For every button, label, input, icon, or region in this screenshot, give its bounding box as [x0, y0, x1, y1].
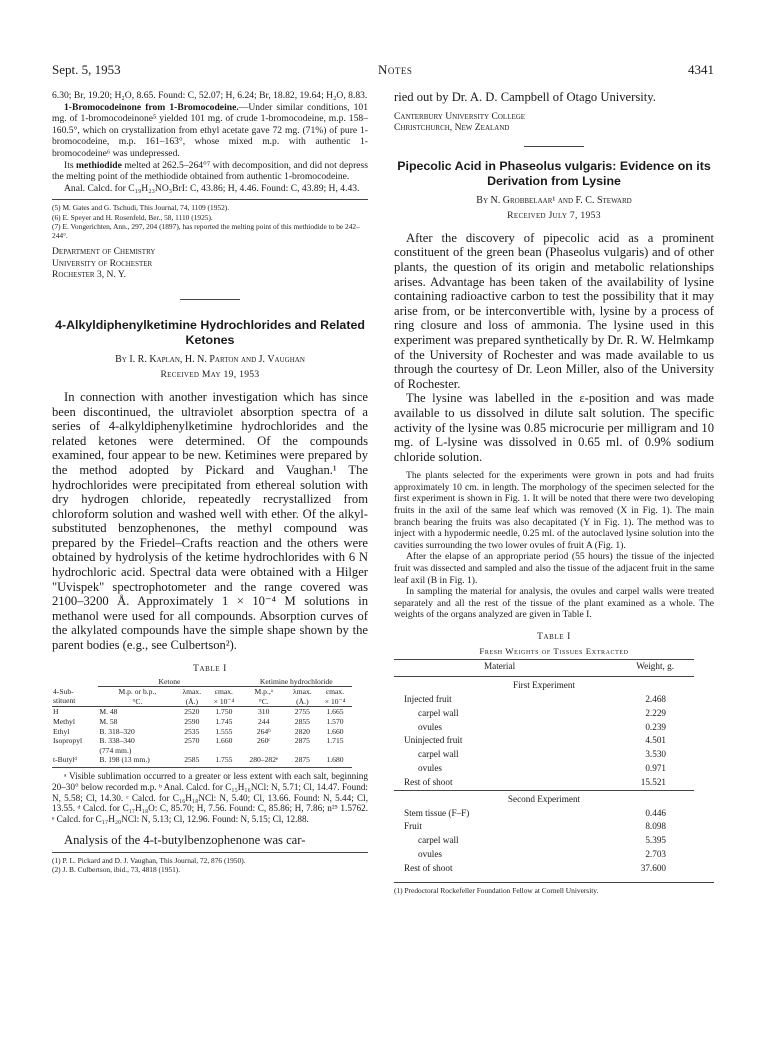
- table-cell: 244: [257, 717, 270, 726]
- weights-row: [394, 693, 694, 707]
- table-cell: t-Butylᵈ: [53, 755, 77, 765]
- article-title: 4-Alkyldiphenylketimine Hydrochlorides and Related Ketones: [55, 317, 365, 347]
- weights-row: [394, 776, 694, 790]
- methiodide-text-b: melted at 262.5–264°⁷ with decomposition, and did not depress the melting point of the methiodide obtained from authentic 1-bromocodeine.: [52, 159, 368, 183]
- affiliation-line: Canterbury University College: [394, 110, 526, 122]
- table-cell: 2520: [184, 707, 200, 717]
- table-caption: Table I: [193, 662, 227, 674]
- affiliation-block-2: [394, 111, 714, 134]
- table-cell: 260ᶜ: [257, 736, 271, 746]
- table-cell: 2855: [294, 717, 310, 726]
- col-mp-bp: M.p. or b.p., °C.: [118, 687, 157, 706]
- table-row: [52, 717, 352, 727]
- col-material: Material: [484, 661, 516, 671]
- material-name: Rest of shoot: [404, 776, 453, 787]
- received-date-2: Received July 7, 1953: [507, 209, 601, 221]
- table-cell: 1.660: [215, 736, 233, 746]
- col-lambda-max-2: λmax. (Å.): [293, 687, 312, 706]
- weight-value: 2.703: [645, 848, 666, 859]
- table-cell: B. 318–320: [99, 726, 135, 736]
- weights-row: [394, 721, 694, 735]
- article-body-2a: After the discovery of pipecolic acid as a prominent constituent of the green bean (Phaseolus vulgaris) and of other plants, the question of its origin and metabolic relationships arises. Advantage has been taken of the availability of lysine containing radioactive carbon to test the possibility that it may arise from, or be interconvertible with, lysine by a process of ring closure and loss of ammonia. The lysine used in this experiment was prepared synthetically by Dr. R. W. Helmkamp of the University of Rochester and was made available to us through the courtesy of Dr. Leon Miller, also of the University of Rochester.: [394, 230, 714, 391]
- weights-table: [394, 659, 694, 876]
- affiliation-block: [52, 246, 368, 281]
- analysis-continued: ried out by Dr. A. D. Campbell of Otago University.: [394, 90, 656, 104]
- footnote: (5) M. Gates and G. Tschudi, This Journal, 74, 1109 (1952).: [52, 203, 230, 213]
- footnote: (7) E. Vongerichten, Ann., 297, 204 (1897), has reported the melting point of this methiodide to be 242–244°.: [52, 221, 360, 240]
- table-cell: M. 48: [99, 707, 118, 717]
- first-experiment-rows: [394, 693, 694, 790]
- material-name: carpel wall: [418, 749, 459, 760]
- weights-row: [394, 762, 694, 776]
- table-cell: B. 198 (13 mm.): [99, 755, 150, 765]
- material-name: ovules: [418, 721, 442, 732]
- methods-paragraph-3: In sampling the material for analysis, the ovules and carpel walls were treated separately and all the rest of the tissue of the plant examined as a whole. The weights of the organs analyzed are given in Table I.: [394, 586, 714, 621]
- methods-paragraph-1: The plants selected for the experiments were grown in pots and had fruits approximately 10 cm. in length. The morphology of the specimen selected for the first experiment is shown in Fig. 1. It will be noted that there were two developing fruits in the axil of the same leaf which was removed (X in Fig. 1). The main branch bearing the fruits was also decapitated (Y in Fig. 1). The method was to inject with a hypodermic needle, 0.25 ml. of the autoclaved lysine solution into the cavities surrounding the two lower ovules of fruit A (Fig. 1).: [394, 470, 714, 551]
- weight-value: 0.971: [645, 762, 666, 773]
- methiodide-paragraph: [52, 160, 368, 183]
- table-cell: 2590: [184, 717, 200, 726]
- table-cell: 2755: [294, 707, 310, 717]
- material-name: ovules: [418, 762, 442, 773]
- affiliation-line: Rochester 3, N. Y.: [52, 269, 127, 281]
- table-cell: 310: [257, 707, 270, 717]
- weight-value: 0.446: [645, 807, 666, 818]
- weight-value: 2.468: [645, 694, 666, 704]
- left-column: [52, 90, 368, 874]
- table-cell: 2820: [294, 726, 310, 736]
- article-authors-2: By N. Grobbelaar¹ and F. C. Steward: [476, 194, 632, 206]
- weights-table-header: [394, 660, 694, 677]
- weights-row: [394, 707, 694, 721]
- table-cell: 1.570: [326, 717, 344, 726]
- ketone-group-header: Ketone: [98, 677, 240, 687]
- table-cell: 1.715: [326, 736, 344, 746]
- material-name: carpel wall: [418, 835, 459, 846]
- table-row: [52, 755, 352, 765]
- footnote: (2) J. B. Culbertson, ibid., 73, 4818 (1951).: [52, 864, 181, 874]
- affiliation-line: Department of Chemistry: [52, 246, 156, 258]
- table-cell: 2535: [184, 726, 200, 736]
- table-row: [52, 736, 352, 755]
- footnote: (1) P. L. Pickard and D. J. Vaughan, This Journal, 72, 876 (1950).: [52, 855, 246, 865]
- header-page-number: 4341: [688, 62, 714, 77]
- bromocodeine-paragraph: [52, 102, 368, 160]
- weights-row: [394, 734, 694, 748]
- article-authors: By I. R. Kaplan, H. N. Parton and J. Vaughan: [115, 353, 305, 365]
- material-name: Rest of shoot: [404, 862, 453, 873]
- header-date: Sept. 5, 1953: [52, 62, 121, 77]
- col-lambda-max: λmax. (Å.): [182, 687, 202, 706]
- article-body-2b: The lysine was labelled in the ε-position and was made available to us dissolved in dilute salt solution. The specific activity of the lysine was 0.85 microcurie per milligram and 10 mg. of L-lysine was dissolved in 0.65 ml. of 0.9% sodium chloride solution.: [394, 391, 714, 464]
- weights-row: [394, 807, 694, 821]
- table-cell: Ethyl: [53, 726, 70, 736]
- second-experiment-rows: [394, 807, 694, 876]
- weight-value: 5.395: [645, 835, 666, 846]
- bromocodeine-text: —Under similar conditions, 101 mg. of 1-bromocodeinone⁵ yielded 101 mg. of crude 1-bromocodeine, m.p. 158–160.5°, which on crystallization from ethyl acetate gave 72 mg. (71%) of pure 1-bromocodeine, m.p. 161–163°, whose mixed m.p. with authentic 1-bromocodeine⁶ was undepressed.: [52, 101, 368, 159]
- table-row: [52, 707, 352, 717]
- weights-row: [394, 834, 694, 848]
- table-cell: 2585: [184, 755, 200, 765]
- col-epsilon-max: εmax. × 10⁻⁴: [213, 687, 235, 706]
- weight-value: 4.501: [645, 735, 666, 746]
- affiliation-line: University of Rochester: [52, 257, 153, 269]
- table-cell: 1.665: [326, 707, 344, 717]
- weight-value: 15.521: [640, 776, 666, 787]
- article-body-final-line: Analysis of the 4-t-butylbenzophenone was car-: [64, 832, 306, 847]
- table-cell: H: [53, 707, 59, 717]
- col-substituent: 4-Sub- stituent: [53, 686, 76, 706]
- footnote: (6) E. Speyer and H. Rosenfeld, Ber., 58, 1110 (1925).: [52, 212, 213, 222]
- col-epsilon-max-2: εmax. × 10⁻⁴: [324, 687, 346, 706]
- table-cell: 1.750: [215, 707, 233, 717]
- page-header: [52, 62, 714, 80]
- material-name: carpel wall: [418, 707, 459, 718]
- affiliation-line: Christchurch, New Zealand: [394, 122, 510, 134]
- weight-value: 0.239: [645, 721, 666, 732]
- methiodide-bold: methiodide: [76, 159, 122, 171]
- weight-value: 3.530: [645, 749, 666, 760]
- table-cell: 1.555: [215, 726, 233, 736]
- analysis-text-continued: 6.30; Br, 19.20; H₂O, 8.65. Found: C, 52.07; H, 6.24; Br, 18.82, 19.64; H₂O, 8.83.: [52, 90, 368, 101]
- anal-paragraph: Anal. Calcd. for C₁₉H₂₃NO₃BrI: C, 43.86; H, 4.46. Found: C, 43.89; H, 4.43.: [64, 182, 360, 194]
- weight-value: 8.098: [645, 821, 666, 832]
- material-name: Stem tissue (F–F): [404, 807, 470, 818]
- material-name: ovules: [418, 848, 442, 859]
- table-cell: 2875: [294, 755, 310, 765]
- table-cell: 2570: [184, 736, 200, 746]
- table-cell: M. 58: [99, 717, 118, 726]
- methiodide-text-a: Its: [64, 159, 77, 171]
- material-name: Injected fruit: [404, 694, 452, 704]
- right-column: [394, 90, 714, 895]
- weights-row: [394, 748, 694, 762]
- table-cell: 280–282ᵉ: [249, 755, 278, 765]
- material-name: Uninjected fruit: [404, 735, 463, 746]
- first-experiment-heading: First Experiment: [512, 680, 575, 690]
- weights-row: [394, 848, 694, 862]
- table-footnotes: ᵃ Visible sublimation occurred to a greater or less extent with each salt, beginning 20–30° below recorded m.p. ᵇ Anal. Calcd. for C₁₅H₁₆NCl: N, 5.71; Cl, 14.47. Found: N, 5.58; Cl, 14.30. ᶜ Calcd. for C₁₆H₁₈NCl: N, 5.40; Cl, 13.66. Found: N, 5.44; Cl, 13.55. ᵈ Calcd. for C₁₇H₁₈O: C, 85.70; H, 7.56. Found: C, 85.86; H, 7.86; n²⁵ 1.5762. ᵉ Calcd. for C₁₇H₂₀NCl: N, 5.13; Cl, 12.96. Found: N, 5.15; Cl, 12.88.: [52, 770, 368, 825]
- table-cell: 2875: [294, 736, 310, 746]
- second-experiment-heading: Second Experiment: [394, 790, 694, 807]
- ketimine-table: [52, 677, 352, 765]
- footnote-right: (1) Predoctoral Rockefeller Foundation Fellow at Cornell University.: [394, 885, 599, 895]
- article-body: In connection with another investigation which has since been discontinued, the ultraviolet absorption spectra of a series of 4-alkyldiphenylketimine hydrochlorides and the related ketones were determined. Of the compounds examined, four appear to be new. Ketimines were prepared by the method adopted by Pickard and Vaughan.¹ The hydrochlorides were precipitated from ethereal solution with dry hydrogen chloride, repeatedly recrystallized from chloroform solution and washed well with ether. Of the alkyl-substituted benzophenones, the methyl compound was prepared by the Friedel–Crafts reaction and the others were obtained by hydrolysis of the ketime hydrochlorides with 6 N hydrochloric acid. Spectral data were obtained with a Hilger "Uvispek" spectrophotometer and the range covered was 2100–3200 Å. Approximately 1 × 10⁻⁴ M solutions in methanol were used for all compounds. Absorption curves of the alkylated compounds have the simple shape shown by the parent bodies (e.g., see Culbertson²).: [52, 389, 368, 653]
- methods-paragraph-2: After the elapse of an appropriate period (55 hours) the tissue of the injected fruit was dissected and sampled and also the tissue of the adjacent fruit in the same leaf axil (B in Fig. 1).: [394, 551, 714, 586]
- ketimine-table-body: [52, 707, 352, 765]
- header-section: Notes: [378, 62, 413, 77]
- material-name: Fruit: [404, 821, 422, 832]
- weights-row: [394, 862, 694, 876]
- ketimine-group-header: Ketimine hydrochloride: [241, 677, 352, 687]
- table-cell: 1.660: [326, 726, 344, 736]
- table-cell: Methyl: [53, 717, 75, 726]
- footnotes-section-2: [52, 856, 368, 874]
- weights-table-subcaption: Fresh Weights of Tissues Extracted: [479, 646, 629, 656]
- col-mp2: M.p.,ᵃ °C.: [254, 687, 273, 706]
- article-title-2: Pipecolic Acid in Phaseolus vulgaris: Evidence on its Derivation from Lysine: [397, 158, 711, 188]
- bromocodeine-heading: 1-Bromocodeinone from 1-Bromocodeine.: [64, 101, 239, 113]
- footnotes-section-1: [52, 203, 368, 240]
- table-cell: B. 338–340 (774 mm.): [99, 736, 135, 755]
- received-date: Received May 19, 1953: [160, 368, 260, 380]
- weight-value: 37.600: [640, 862, 666, 873]
- table-cell: 1.680: [326, 755, 344, 765]
- weights-table-caption: Table I: [537, 631, 571, 642]
- weights-row: [394, 820, 694, 834]
- col-weight: Weight, g.: [636, 661, 674, 671]
- weight-value: 2.229: [645, 707, 666, 718]
- table-cell: 1.745: [215, 717, 233, 726]
- table-cell: 264ᵇ: [256, 726, 271, 736]
- table-row: [52, 727, 352, 737]
- table-cell: Isopropyl: [53, 736, 83, 746]
- table-cell: 1.755: [215, 755, 233, 765]
